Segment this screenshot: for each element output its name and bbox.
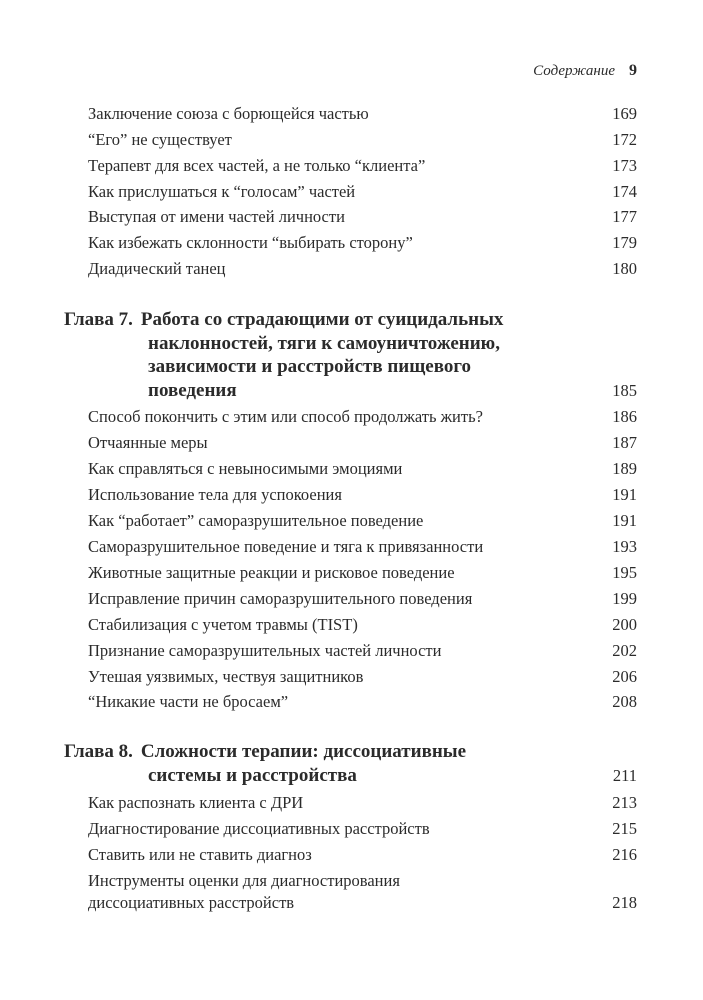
toc-entry-title: Как прислушаться к “голосам” частей — [88, 182, 356, 201]
toc-entry-page: 172 — [612, 130, 637, 149]
toc-entry[interactable] — [88, 792, 637, 814]
toc-entry-page: 169 — [612, 104, 637, 123]
toc-entry[interactable] — [88, 406, 637, 428]
toc-entry-page: 208 — [612, 692, 637, 711]
toc-entry-title: Терапевт для всех частей, а не только “клиента” — [88, 156, 426, 175]
toc-entry-title: Как справляться с невыносимыми эмоциями — [88, 459, 403, 478]
chapter-title-line: Сложности терапии: диссоциативные — [140, 741, 467, 762]
toc-entry-page: 186 — [612, 407, 637, 426]
chapter-page: 185 — [612, 380, 637, 400]
toc-entry[interactable] — [88, 484, 637, 506]
toc-entry-page: 174 — [612, 182, 637, 201]
toc-entry-page: 216 — [612, 845, 637, 864]
toc-entry[interactable] — [88, 818, 637, 840]
toc-entry-title: Стабилизация с учетом травмы (TIST) — [88, 615, 358, 634]
toc-entry-page: 199 — [612, 589, 637, 608]
toc-entry[interactable] — [88, 844, 637, 866]
toc-entry-page: 193 — [612, 537, 637, 556]
toc-entry[interactable] — [88, 103, 637, 125]
chapter-title-line: зависимости и расстройств пищевого — [148, 356, 472, 377]
toc-entry-page: 173 — [612, 156, 637, 175]
toc-entry[interactable] — [88, 588, 637, 610]
toc-entry-title-line: диссоциативных расстройств — [88, 893, 295, 912]
toc-entry[interactable] — [88, 614, 637, 636]
chapter-8-heading[interactable] — [64, 740, 637, 787]
toc-entry-page: 179 — [612, 233, 637, 252]
toc-entry-page: 177 — [612, 207, 637, 226]
page-number: 9 — [629, 62, 637, 79]
toc-entry[interactable] — [88, 258, 637, 280]
toc-entry-page: 191 — [612, 485, 637, 504]
toc-entry-title: Как избежать склонности “выбирать сторону” — [88, 233, 413, 252]
toc-entry-title: Утешая уязвимых, чествуя защитников — [88, 667, 364, 686]
toc-entry[interactable] — [88, 232, 637, 254]
toc-entry-title: Животные защитные реакции и рисковое поведение — [88, 563, 455, 582]
toc-entry-title: Использование тела для успокоения — [88, 485, 342, 504]
toc-entry-title-line: Инструменты оценки для диагностирования — [88, 871, 400, 890]
chapter-title-line: системы и расстройства — [148, 764, 357, 786]
chapter-title-line: поведения — [148, 379, 237, 401]
chapter-title-line: наклонностей, тяги к самоуничтожению, — [148, 332, 500, 354]
toc-entry[interactable] — [88, 458, 637, 480]
toc-entry[interactable] — [88, 510, 637, 532]
toc-entry[interactable] — [88, 129, 637, 151]
toc-entry-page: 213 — [612, 793, 637, 812]
toc-entry-title: Диадический танец — [88, 259, 226, 278]
toc-entry-page: 187 — [612, 433, 637, 452]
toc-entry-page: 189 — [612, 459, 637, 478]
toc-entry-title: Признание саморазрушительных частей личности — [88, 641, 442, 660]
toc-entry-title: “Никакие части не бросаем” — [88, 692, 289, 711]
toc-entry-page: 200 — [612, 615, 637, 634]
toc-entry-title: “Его” не существует — [88, 130, 232, 149]
toc-entry-page: 202 — [612, 641, 637, 660]
toc-entry-title: Диагностирование диссоциативных расстройств — [88, 819, 430, 838]
toc-entry-title: Отчаянные меры — [88, 433, 208, 452]
chapter-label: Глава 7. — [64, 309, 133, 330]
toc-entry-title: Заключение союза с борющейся частью — [88, 104, 369, 123]
chapter-7-heading[interactable] — [64, 308, 637, 402]
toc-entry-multiline[interactable] — [88, 870, 637, 914]
toc-entry[interactable] — [88, 181, 637, 203]
chapter-page: 211 — [612, 765, 637, 785]
toc-entry-title: Исправление причин саморазрушительного поведения — [88, 589, 473, 608]
toc-entry-title: Ставить или не ставить диагноз — [88, 845, 312, 864]
toc-entry[interactable] — [88, 562, 637, 584]
toc-entry[interactable] — [88, 536, 637, 558]
toc-entry-page: 218 — [612, 893, 637, 912]
toc-entry-page: 191 — [612, 511, 637, 530]
chapter-label: Глава 8. — [64, 741, 133, 762]
toc-entry[interactable] — [88, 666, 637, 688]
chapter-title-line: Работа со страдающими от суицидальных — [140, 309, 504, 330]
toc-entry-title: Способ покончить с этим или способ продолжать жить? — [88, 407, 483, 426]
toc-entry-page: 180 — [612, 259, 637, 278]
toc-entry-title: Как “работает” саморазрушительное поведение — [88, 511, 424, 530]
toc-entry-title: Как распознать клиента с ДРИ — [88, 793, 304, 812]
toc-entry-title: Выступая от имени частей личности — [88, 207, 345, 226]
running-head — [533, 62, 637, 80]
running-head-title: Содержание — [533, 63, 615, 79]
toc-entry-page: 206 — [612, 667, 637, 686]
toc-entry[interactable] — [88, 155, 637, 177]
toc-entry-title: Саморазрушительное поведение и тяга к привязанности — [88, 537, 484, 556]
toc-entry[interactable] — [88, 206, 637, 228]
toc-entry-page: 215 — [612, 819, 637, 838]
toc-entry[interactable] — [88, 432, 637, 454]
toc-entry[interactable] — [88, 691, 637, 713]
toc-entry-page: 195 — [612, 563, 637, 582]
toc-entry[interactable] — [88, 640, 637, 662]
